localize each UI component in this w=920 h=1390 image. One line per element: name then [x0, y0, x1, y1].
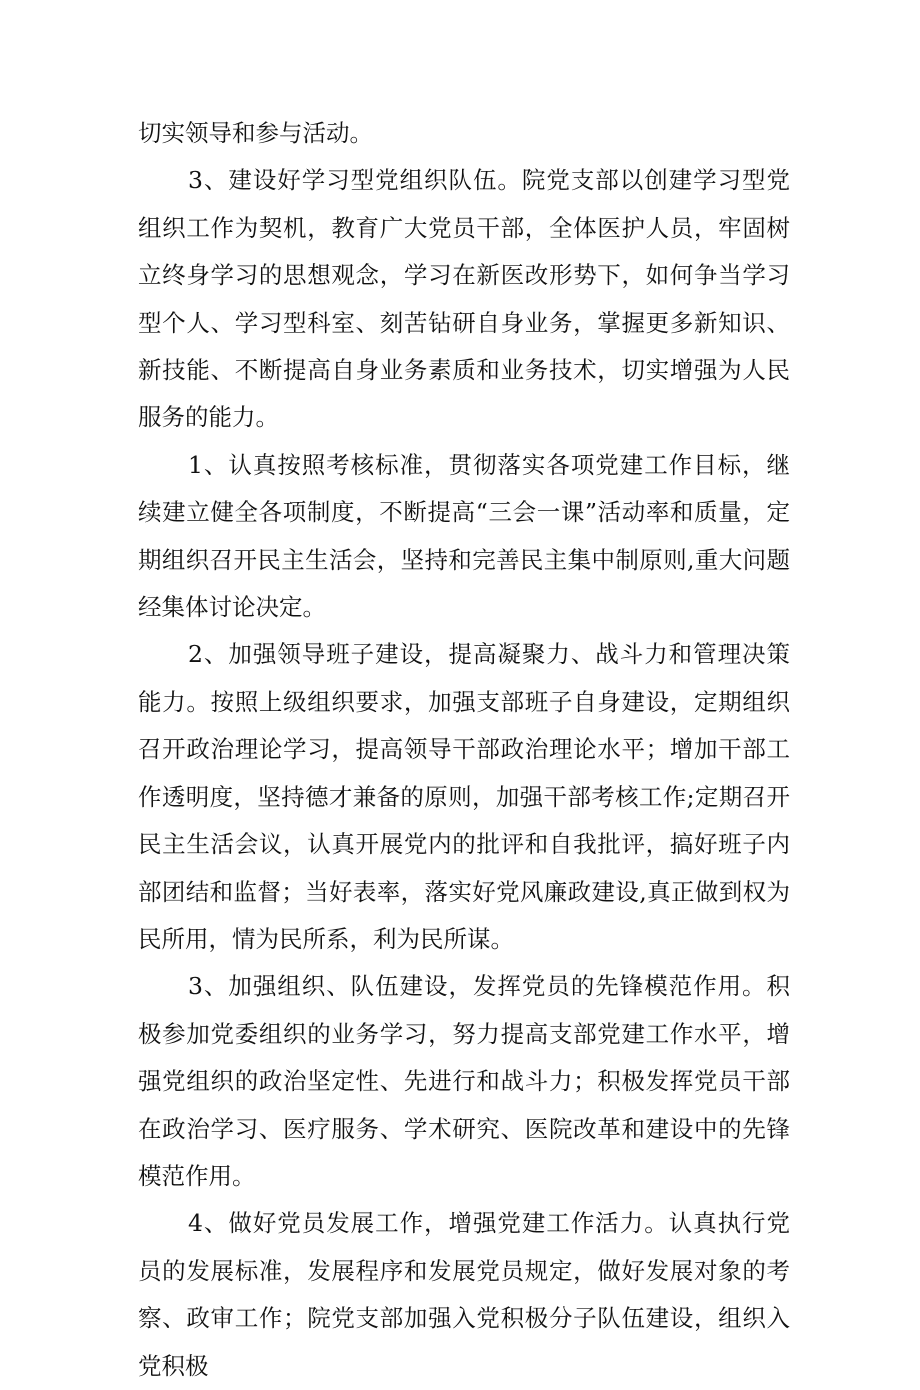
paragraph-assessment-standards: 1、认真按照考核标准，贯彻落实各项党建工作目标，继续建立健全各项制度，不断提高“三会一课”活动率和质量，定期组织召开民主生活会，坚持和完善民主集中制原则,重大问题经集体讨论决定。: [138, 450, 790, 622]
paragraph-organization-building: 3、加强组织、队伍建设，发挥党员的先锋模范作用。积极参加党委组织的业务学习，努力提高支部党建工作水平，增强党组织的政治坚定性、先进行和战斗力；积极发挥党员干部在政治学习、医疗服务、学术研究、医院改革和建设中的先锋模范作用。: [138, 972, 790, 1190]
paragraph-learning-organization: 3、建设好学习型党组织队伍。院党支部以创建学习型党组织工作为契机，教育广大党员干部，全体医护人员，牢固树立终身学习的思想观念，学习在新医改形势下，如何争当学习型个人、学习型科室、刻苦钻研自身业务，掌握更多新知识、新技能、不断提高自身业务素质和业务技术，切实增强为人民服务的能力。: [138, 166, 790, 432]
paragraph-member-development: 4、做好党员发展工作，增强党建工作活力。认真执行党员的发展标准，发展程序和发展党员规定，做好发展对象的考察、政审工作；院党支部加强入党积极分子队伍建设，组织入党积极: [138, 1209, 790, 1380]
paragraph-continuation: 切实领导和参与活动。: [138, 119, 373, 147]
paragraph-leadership-building: 2、加强领导班子建设，提高凝聚力、战斗力和管理决策能力。按照上级组织要求，加强支部班子自身建设，定期组织召开政治理论学习，提高领导干部政治理论水平；增加干部工作透明度，坚持德才兼备的原则，加强干部考核工作;定期召开民主生活会议，认真开展党内的批评和自我批评，搞好班子内部团结和监督；当好表率，落实好党风廉政建设,真正做到权为民所用，情为民所系，利为民所谋。: [138, 640, 790, 953]
document-body: [138, 110, 790, 1390]
